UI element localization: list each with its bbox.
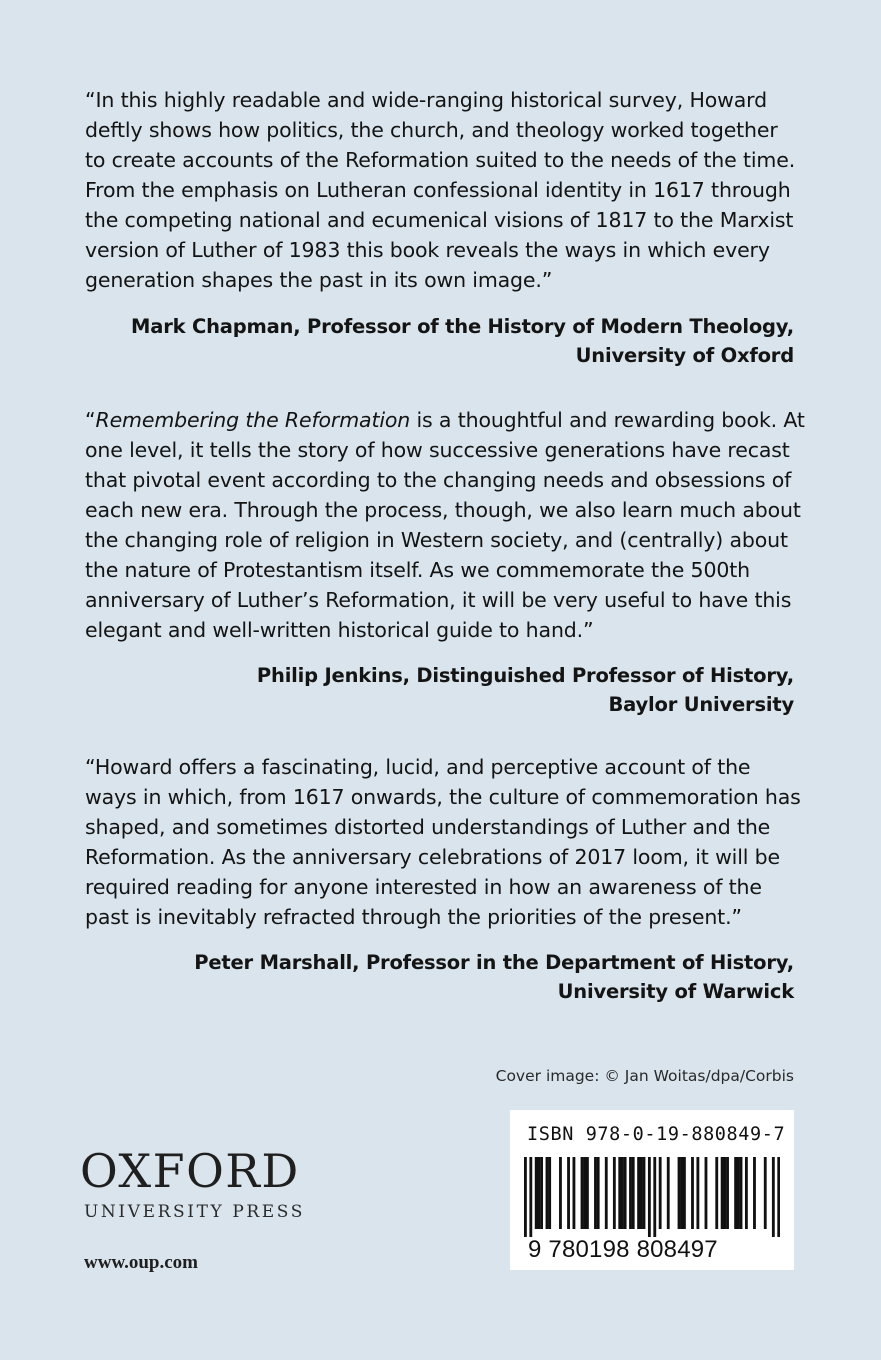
barcode-bar: [629, 1157, 632, 1229]
barcode-bar: [740, 1157, 743, 1229]
barcode-bar: [605, 1157, 608, 1229]
barcode-bar: [721, 1157, 724, 1229]
barcode-bar: [540, 1157, 543, 1229]
barcode-bar: [586, 1157, 589, 1229]
barcode-bar: [583, 1157, 586, 1229]
barcode-bar: [659, 1157, 662, 1229]
barcode-bar: [621, 1157, 624, 1229]
barcode-bar: [535, 1157, 538, 1229]
attribution-name: Peter Marshall, Professor in the Department of History,: [194, 951, 794, 974]
publisher-logo-name: OXFORD: [80, 1144, 300, 1198]
barcode-bar: [643, 1157, 646, 1229]
attribution-affiliation: University of Warwick: [557, 980, 794, 1003]
barcode-block: [510, 1110, 794, 1270]
review-quote-jenkins: [85, 405, 805, 645]
barcode-bar: [637, 1157, 640, 1229]
quote-line: ways in which, from 1617 onwards, the culture of commemoration has: [85, 785, 801, 809]
barcode-bar: [764, 1157, 767, 1229]
barcode-bar: [723, 1157, 726, 1229]
barcode-bar: [653, 1157, 656, 1237]
isbn-label: ISBN 978-0-19-880849-7: [527, 1124, 786, 1145]
barcode-bar: [683, 1157, 686, 1229]
quote-line: elegant and well-written historical guide to hand.”: [85, 618, 594, 642]
quote-line-rest: is a thoughtful and rewarding book. At: [410, 408, 805, 432]
barcode-bar: [678, 1157, 681, 1229]
barcode-bar: [597, 1157, 600, 1229]
quote-line: one level, it tells the story of how successive generations have recast: [85, 438, 790, 462]
barcode-bar: [696, 1157, 699, 1229]
barcode-bar: [559, 1157, 562, 1229]
attribution-affiliation: University of Oxford: [575, 344, 794, 367]
quote-line: deftly shows how politics, the church, and theology worked together: [85, 118, 778, 142]
publisher-logo-subtitle: UNIVERSITY PRESS: [84, 1202, 305, 1222]
barcode-bar: [524, 1157, 527, 1237]
cover-image-credit: Cover image: © Jan Woitas/dpa/Corbis: [495, 1067, 794, 1085]
barcode-bar: [745, 1157, 748, 1229]
quote-line: “Howard offers a fascinating, lucid, and perceptive account of the: [85, 755, 751, 779]
barcode-bar: [648, 1157, 651, 1237]
barcode-bar: [705, 1157, 708, 1229]
review-quote-marshall: [85, 752, 799, 932]
barcode-bar: [529, 1157, 532, 1237]
book-title: Remembering the Reformation: [95, 408, 411, 432]
quote-line: the changing role of religion in Western society, and (centrally) about: [85, 528, 788, 552]
quote-line: From the emphasis on Lutheran confessional identity in 1617 through: [85, 178, 791, 202]
barcode-bar: [594, 1157, 597, 1229]
quote-line: the competing national and ecumenical visions of 1817 to the Marxist: [85, 208, 794, 232]
quote-line: each new era. Through the process, though, we also learn much about: [85, 498, 801, 522]
barcode-bar: [613, 1157, 616, 1229]
attribution-name: Mark Chapman, Professor of the History of Modern Theology,: [131, 315, 794, 338]
quote-line: anniversary of Luther’s Reformation, it will be very useful to have this: [85, 588, 792, 612]
quote-line: to create accounts of the Reformation suited to the needs of the time.: [85, 148, 796, 172]
barcode-bar: [624, 1157, 627, 1229]
publisher-url: www.oup.com: [84, 1252, 199, 1273]
review-attribution-jenkins: [54, 661, 794, 719]
quote-line: generation shapes the past in its own image.”: [85, 268, 553, 292]
barcode-bar: [567, 1157, 570, 1229]
barcode-bar: [573, 1157, 576, 1229]
barcode-bar: [737, 1157, 740, 1229]
barcode-bar: [546, 1157, 549, 1229]
review-attribution-chapman: [54, 312, 794, 370]
attribution-name: Philip Jenkins, Distinguished Professor of History,: [256, 664, 794, 687]
quote-line: “In this highly readable and wide-ranging historical survey, Howard: [85, 88, 767, 112]
barcode-bar: [537, 1157, 540, 1229]
barcode-bar: [618, 1157, 621, 1229]
barcode-bar: [691, 1157, 694, 1229]
barcode-bar: [715, 1157, 718, 1229]
quote-line: that pivotal event according to the changing needs and obsessions of: [85, 468, 792, 492]
barcode-bar: [726, 1157, 729, 1229]
barcode-bar: [777, 1157, 780, 1237]
review-quote-chapman: [85, 85, 799, 295]
barcode-bar: [548, 1157, 551, 1229]
quote-line: past is inevitably refracted through the priorities of the present.”: [85, 905, 742, 929]
barcode-bar: [772, 1157, 775, 1237]
quote-line: shaped, and sometimes distorted understandings of Luther and the: [85, 815, 771, 839]
barcode-digits: 9 780198 808497: [528, 1236, 718, 1263]
barcode-bar: [632, 1157, 635, 1229]
review-attribution-marshall: [54, 948, 794, 1006]
barcode-bar: [667, 1157, 670, 1229]
barcode-bar: [581, 1157, 584, 1229]
quote-line: version of Luther of 1983 this book reveals the ways in which every: [85, 238, 770, 262]
quote-open-mark: “: [85, 408, 96, 432]
barcode-bar: [640, 1157, 643, 1229]
barcode-bar: [753, 1157, 756, 1229]
quote-line: required reading for anyone interested in how an awareness of the: [85, 875, 762, 899]
quote-line: [85, 405, 805, 435]
quote-line: the nature of Protestantism itself. As we commemorate the 500th: [85, 558, 750, 582]
barcode-bar: [734, 1157, 737, 1229]
attribution-affiliation: Baylor University: [608, 693, 794, 716]
barcode-bars: [524, 1157, 780, 1237]
barcode-bar: [680, 1157, 683, 1229]
quote-line: Reformation. As the anniversary celebrations of 2017 loom, it will be: [85, 845, 781, 869]
